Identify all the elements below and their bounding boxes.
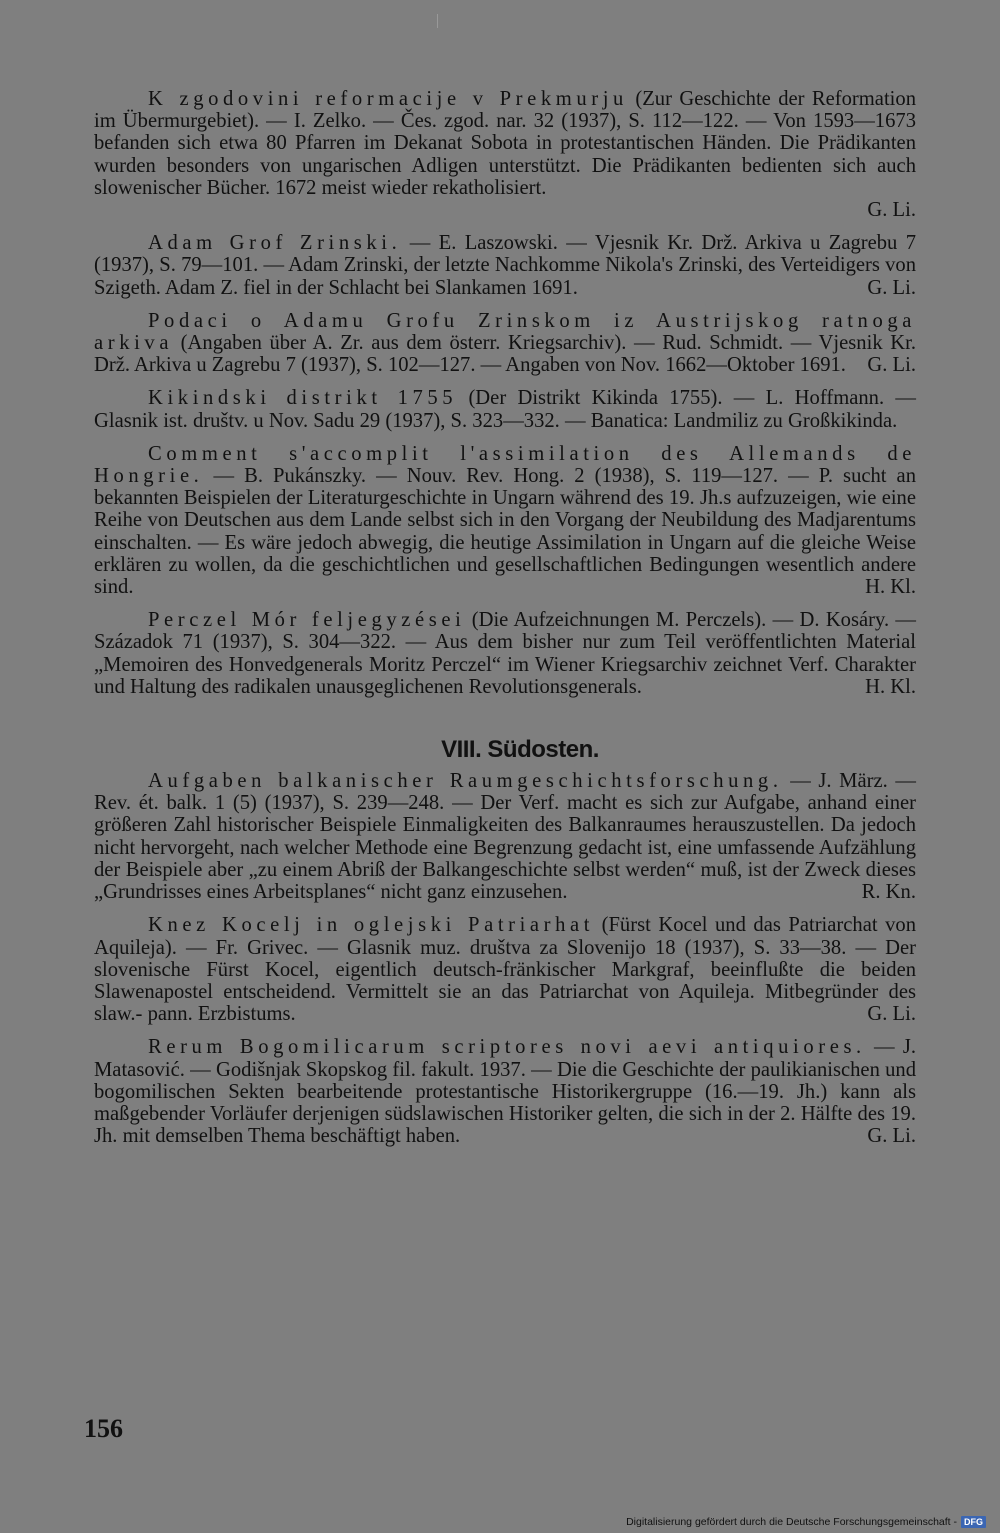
entry-signature: G. Li. bbox=[867, 276, 916, 299]
entry-signature: R. Kn. bbox=[861, 881, 916, 904]
page-content bbox=[94, 88, 916, 1158]
bibliography-entry bbox=[94, 387, 916, 431]
entry-body: — J. Matasović. — Godišnjak Skopskog fil. fakult. 1937. — Die die Geschichte der paulikianischen und bogomilischen Sekten bearbeitende protestantische Historikergruppe (16.—19. Jh.) kann als maßgebender Vorläufer derjenigen südslawischen Historiker gelten, die sich in der 2. Hälfte des 19. Jh. mit demselben Thema beschäftigt haben. bbox=[94, 1036, 916, 1148]
entry-body: — E. Laszowski. — Vjesnik Kr. Drž. Arkiva u Zagrebu 7 (1937), S. 79—101. — Adam Zrinski, der letzte Nachkomme Nikola's Zrinski, des Verteidigers von Szigeth. Adam Z. fiel in der Schlacht bei Slankamen 1691. bbox=[94, 232, 916, 299]
digitization-footer bbox=[626, 1516, 986, 1528]
section-heading: VIII. Südosten. bbox=[441, 736, 599, 764]
footer-text: Digitalisierung gefördert durch die Deutsche Forschungsgemeinschaft - bbox=[626, 1516, 957, 1528]
bibliography-entry bbox=[94, 914, 916, 1025]
entry-body: (Angaben über A. Zr. aus dem österr. Kriegsarchiv). — Rud. Schmidt. — Vjesnik Kr. Drž. Arkiva u Zagrebu 7 (1937), S. 102—127. — Angaben von Nov. 1662—Oktober 1691. bbox=[94, 332, 916, 377]
bibliography-entry bbox=[94, 88, 916, 221]
entry-body: — B. Pukánszky. — Nouv. Rev. Hong. 2 (1938), S. 119—127. — P. sucht an bekannten Beispielen der Literaturgeschichte in Ungarn während des 19. Jh.s aufzuzeigen, wie eine Reihe von Deutschen aus dem Lande selbst sich in den Vorgang der Neubildung des Madjarentums einschalten. — Es wäre jedoch abwegig, die heutige Assimilation in Ungarn auf die gleiche Weise erklären zu wollen, da die geschichtlichen und gesellschaftlichen Bedingungen wesentlich andere sind. bbox=[94, 465, 916, 599]
entry-title: Perczel Mór feljegyzései bbox=[148, 609, 466, 632]
entry-title: Comment s'accomplit l'assimilation des Allemands de Hongrie. bbox=[94, 442, 916, 488]
entry-body: (Der Distrikt Kikinda 1755). — L. Hoffmann. — Glasnik ist. društv. u Nov. Sadu 29 (1937), S. 323—332. — Banatica: Landmiliz zu Großkikinda. bbox=[94, 387, 916, 432]
entry-signature: G. Li. bbox=[867, 1003, 916, 1026]
entry-signature: H. Kl. bbox=[865, 675, 916, 698]
entry-signature: H. Kl. bbox=[865, 576, 916, 599]
entry-signature: G. Li. bbox=[867, 199, 916, 222]
entry-body: (Fürst Kocel und das Patriarchat von Aquileja). — Fr. Grivec. — Glasnik muz. društva za Slovenijo 18 (1937), S. 33—38. — Der slovenische Fürst Kocel, eigentlich deutsch-fränkischer Markgraf, beeinflußte die beiden Slawenapostel entscheidend. Vermittelt sie an das Patriarchat von Aquileja. Mitbegründer des slaw.- pann. Erzbistums. bbox=[94, 914, 916, 1026]
entry-title: Rerum Bogomilicarum scriptores novi aevi antiquiores. bbox=[148, 1036, 866, 1059]
entry-title: Knez Kocelj in oglejski Patriarhat bbox=[148, 914, 595, 937]
bibliography-entry bbox=[94, 443, 916, 598]
entry-signature: G. Li. bbox=[867, 1125, 916, 1148]
entry-body: — J. März. — Rev. ét. balk. 1 (5) (1937), S. 239—248. — Der Verf. macht es sich zur Aufgabe, anhand einer größeren Zahl historischer Beispiele Einmaligkeiten des Balkanraumes herauszustellen. Da jedoch nicht hervorgeht, nach welcher Methode eine Begrenzung gedacht ist, eine umfassende Aufzählung der Beispiele aber „zu einem Abriß der Balkangeschichte selbst werden“ muß, ist der Zweck dieses „Grundrisses eines Arbeitsplanes“ nicht ganz einzusehen. bbox=[94, 770, 916, 904]
entry-body: (Die Aufzeichnungen M. Perczels). — D. Kosáry. — Századok 71 (1937), S. 304—322. — Aus dem bisher nur zum Teil veröffentlichten Material „Memoiren des Honvedgenerals Moritz Perczel“ im Wiener Kriegsarchiv zeichnet Verf. Charakter und Haltung des radikalen unausgeglichenen Revolutionsgenerals. bbox=[94, 609, 917, 698]
page-number: 156 bbox=[84, 1414, 123, 1443]
entry-title: Podaci o Adamu Grofu Zrinskom iz Austrijskog ratnoga arkiva bbox=[94, 309, 916, 355]
entry-title: K zgodovini reformacije v Prekmurju bbox=[148, 88, 628, 110]
bibliography-entry bbox=[94, 609, 916, 698]
bibliography-entry bbox=[94, 310, 916, 377]
entry-title: Aufgaben balkanischer Raumgeschichtsforschung. bbox=[148, 770, 783, 793]
scan-mark bbox=[437, 14, 438, 28]
entry-title: Adam Grof Zrinski. bbox=[148, 232, 402, 255]
dfg-logo: DFG bbox=[961, 1516, 986, 1528]
bibliography-entry bbox=[94, 232, 916, 299]
bibliography-entry bbox=[94, 770, 916, 903]
bibliography-entry bbox=[94, 1036, 916, 1147]
entry-body: (Zur Geschichte der Reformation im Übermurgebiet). — I. Zelko. — Čes. zgod. nar. 32 (1937), S. 112—122. — Von 1593—1673 befanden sich etwa 80 Pfarren im Dekanat Sobota in protestantischen Händen. Die Prädikanten wurden besonders von ungarischen Adligen unterstützt. Die Prädikanten bedienten sich auch slowenischer Bücher. 1672 meist wieder rekatholisiert. bbox=[94, 88, 916, 199]
entry-title: Kikindski distrikt 1755 bbox=[148, 387, 458, 410]
entry-signature: G. Li. bbox=[867, 354, 916, 377]
